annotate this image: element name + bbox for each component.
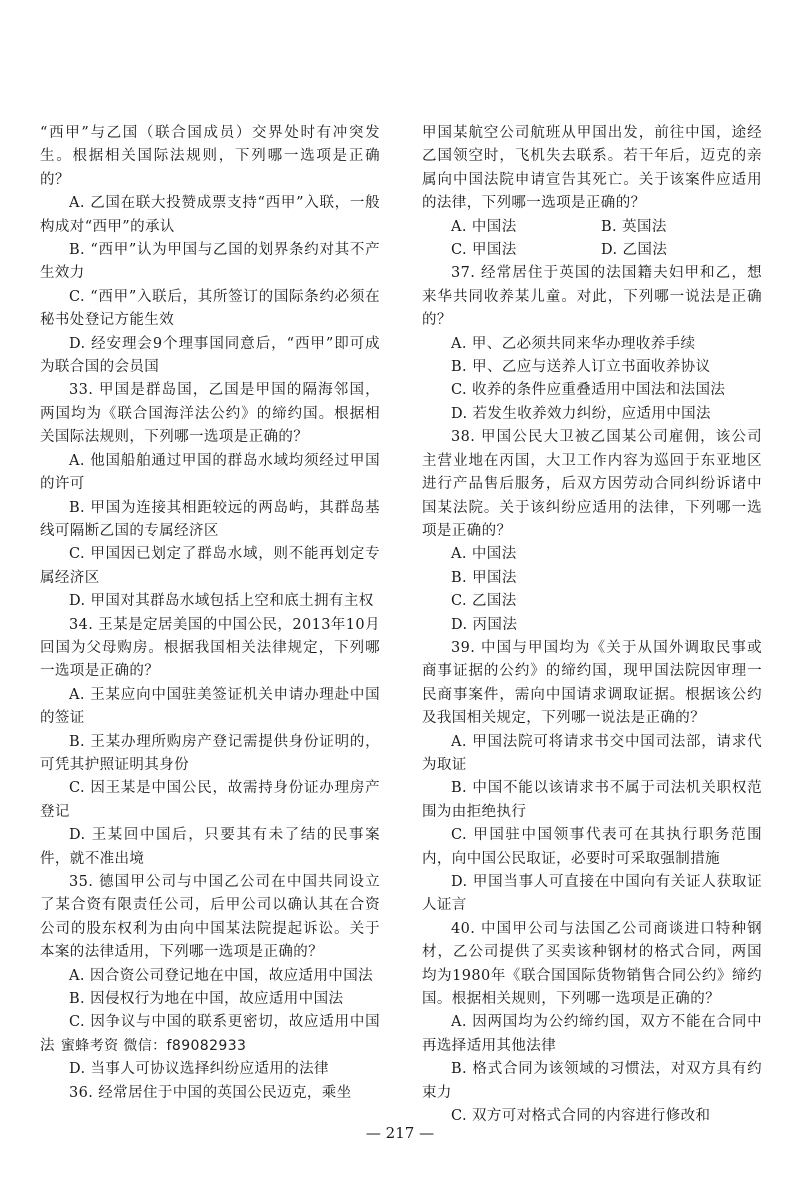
option-text (422, 731, 762, 778)
option-text (422, 1058, 762, 1105)
right-column (422, 122, 762, 1128)
paragraph-text: C. 乙国法 (451, 593, 517, 610)
paragraph-text: 33. 甲国是群岛国，乙国是甲国的隔海邻国，两国均为《联合国海洋法公约》的缔约国。根据相关国际法规则，下列哪一选项是正确的？ (40, 382, 380, 446)
option-text (40, 192, 380, 239)
option-text (40, 543, 380, 590)
paragraph-text: D. 甲国对其群岛水域包括上空和底土拥有主权 (69, 593, 374, 610)
paragraph-text: A. 因两国均为公约缔约国，双方不能在合同中再选择适用其他法律 (422, 1014, 762, 1054)
paragraph-text: A. 因合资公司登记地在中国，故应适用中国法 (69, 967, 373, 984)
option-text (422, 403, 762, 426)
paragraph-text: D. 经安理会9个理事国同意后，“西甲”即可成为联合国的会员国 (40, 335, 380, 376)
option-text (422, 777, 762, 824)
option-row (422, 239, 762, 262)
question-text (40, 871, 380, 965)
paragraph-text: C. 甲国驻中国领事代表可在其执行职务范围内，向中国公民取证，必要时可采取强制措施 (422, 827, 762, 867)
paragraph-text: D. 当事人可协议选择纠纷应适用的法律 (69, 1061, 329, 1078)
paragraph-text: A. 他国船舶通过甲国的群岛水域均须经过甲国的许可 (40, 452, 380, 493)
paragraph-text: “西甲”与乙国（联合国成员）交界处时有冲突发生。根据相关国际法规则，下列哪一选项是正确的？ (40, 125, 380, 188)
paragraph-text: 34. 王某是定居美国的中国公民，2013年10月回国为父母购房。根据我国相关法律规定，下列哪一选项是正确的？ (40, 616, 380, 680)
option-text (40, 286, 380, 333)
option-text (40, 731, 380, 778)
option-text (422, 333, 762, 356)
question-text (422, 262, 762, 332)
paragraph-text: C. 双方可对格式合同的内容进行修改和 (451, 1108, 711, 1125)
option-text (40, 965, 380, 988)
paragraph-text: 40. 中国甲公司与法国乙公司商谈进口特种钢材，乙公司提供了买卖该种钢材的格式合同，两国均为1980年《联合国国际货物销售合同公约》缔约国。根据相关规则，下列哪一选项是正确的？ (422, 920, 762, 1008)
paragraph-text: B. 甲、乙应与送养人订立书面收养协议 (451, 359, 711, 376)
paragraph-text: C. 收养的条件应重叠适用中国法和法国法 (451, 382, 726, 399)
option-text (40, 590, 380, 613)
paragraph-text: 35. 德国甲公司与中国乙公司在中国共同设立了某合资有限责任公司，后甲公司以确认其在合资公司的股东权利为由向中国某法院提起诉讼。关于本案的法律适用，下列哪一选项是正确的？ (40, 874, 380, 961)
paragraph-text: C. “西甲”入联后，其所签订的国际条约必须在秘书处登记方能生效 (40, 288, 380, 329)
paragraph-text: A. 中国法 (451, 546, 517, 563)
option-text (40, 1058, 380, 1081)
option-text (40, 239, 380, 286)
paragraph-text: 37. 经常居住于英国的法国籍夫妇甲和乙，想来华共同收养某儿童。对此，下列哪一说法是正确的？ (422, 265, 762, 329)
option-text (422, 1011, 762, 1058)
question-text (422, 426, 762, 543)
question-text (422, 122, 762, 216)
paragraph-text: C. 甲国因已划定了群岛水域，则不能再划定专属经济区 (40, 546, 380, 586)
paragraph-text: B. 因侵权行为地在中国，故应适用中国法 (69, 991, 344, 1008)
option-text (422, 379, 762, 402)
option-text (422, 590, 762, 613)
paragraph-text: 38. 甲国公民大卫被乙国某公司雇佣，该公司主营业地在丙国，大卫工作内容为巡回于东亚地区进行产品售后服务，后双方因劳动合同纠纷诉诸中国某法院。关于该纠纷应适用的法律，下列哪一选项是正确的？ (422, 429, 762, 539)
option-text (40, 684, 380, 731)
paragraph-text: C. 因争议与中国的联系更密切，故应适用中国法 (40, 1014, 380, 1054)
option-text (422, 567, 762, 590)
question-text (422, 918, 762, 1012)
option-text (422, 356, 762, 379)
option-text: D. 乙国法 (601, 242, 668, 259)
paragraph-text: D. 甲国当事人可直接在中国向有关证人获取证人证言 (422, 874, 762, 914)
paragraph-text: D. 王某回中国后，只要其有未了结的民事案件，就不准出境 (40, 827, 380, 867)
paragraph-text: D. 丙国法 (451, 616, 518, 633)
option-text (40, 988, 380, 1011)
paragraph-text: B. 格式合同为该领域的习惯法，对双方具有约束力 (422, 1061, 762, 1101)
option-text: B. 英国法 (601, 218, 667, 235)
paragraph-text: B. 王某办理所购房产登记需提供身份证明的，可凭其护照证明其身份 (40, 733, 380, 773)
option-text (422, 871, 762, 918)
question-text (40, 1082, 380, 1105)
question-text (422, 637, 762, 731)
option-row (422, 216, 762, 239)
option-text (40, 824, 380, 871)
option-text (40, 777, 380, 824)
option-text (40, 497, 380, 544)
page-number: — 217 — (365, 1124, 435, 1142)
paragraph-text: B. “西甲”认为甲国与乙国的划界条约对其不产生效力 (40, 242, 380, 282)
paragraph-text: 甲国某航空公司航班从甲国出发，前往中国，途经乙国领空时，飞机失去联系。若干年后，迈克的亲属向中国法院申请宣告其死亡。关于该案件应适用的法律，下列哪一选项是正确的？ (422, 125, 762, 212)
paragraph-text: 39. 中国与甲国均为《关于从国外调取民事或商事证据的公约》的缔约国，现甲国法院因审理一民商事案件，需向中国请求调取证据。根据该公约及我国相关规定，下列哪一说法是正确的？ (422, 639, 762, 727)
paragraph-text: A. 甲、乙必须共同来华办理收养手续 (451, 335, 696, 352)
option-text (40, 450, 380, 497)
paragraph-text: C. 因王某是中国公民，故需持身份证办理房产登记 (40, 780, 380, 820)
question-text (40, 122, 380, 192)
paragraph-text: A. 乙国在联大投赞成票支持“西甲”入联，一般构成对“西甲”的承认 (40, 195, 380, 235)
paragraph-text: B. 甲国为连接其相距较远的两岛屿，其群岛基线可隔断乙国的专属经济区 (40, 499, 380, 539)
left-column (40, 122, 380, 1105)
paragraph-text: A. 甲国法院可将请求书交中国司法部，请求代为取证 (422, 733, 762, 773)
paragraph-text: A. 王某应向中国驻美签证机关申请办理赴中国的签证 (40, 686, 380, 727)
question-text (40, 379, 380, 449)
option-text: C. 甲国法 (451, 242, 517, 259)
paragraph-text: B. 甲国法 (451, 569, 517, 586)
paragraph-text: B. 中国不能以该请求书不属于司法机关职权范围为由拒绝执行 (422, 780, 762, 820)
option-text (422, 824, 762, 871)
paragraph-text: 36. 经常居住于中国的英国公民迈克，乘坐 (69, 1084, 352, 1101)
paragraph-text: D. 若发生收养效力纠纷，应适用中国法 (451, 405, 711, 422)
option-text (422, 543, 762, 566)
option-text (422, 614, 762, 637)
option-text (40, 333, 380, 380)
option-text (40, 1011, 380, 1058)
option-text: A. 中国法 (451, 218, 517, 235)
question-text (40, 614, 380, 684)
watermark-text: 蜜蜂考资 微信：f89082933 (60, 1037, 247, 1054)
